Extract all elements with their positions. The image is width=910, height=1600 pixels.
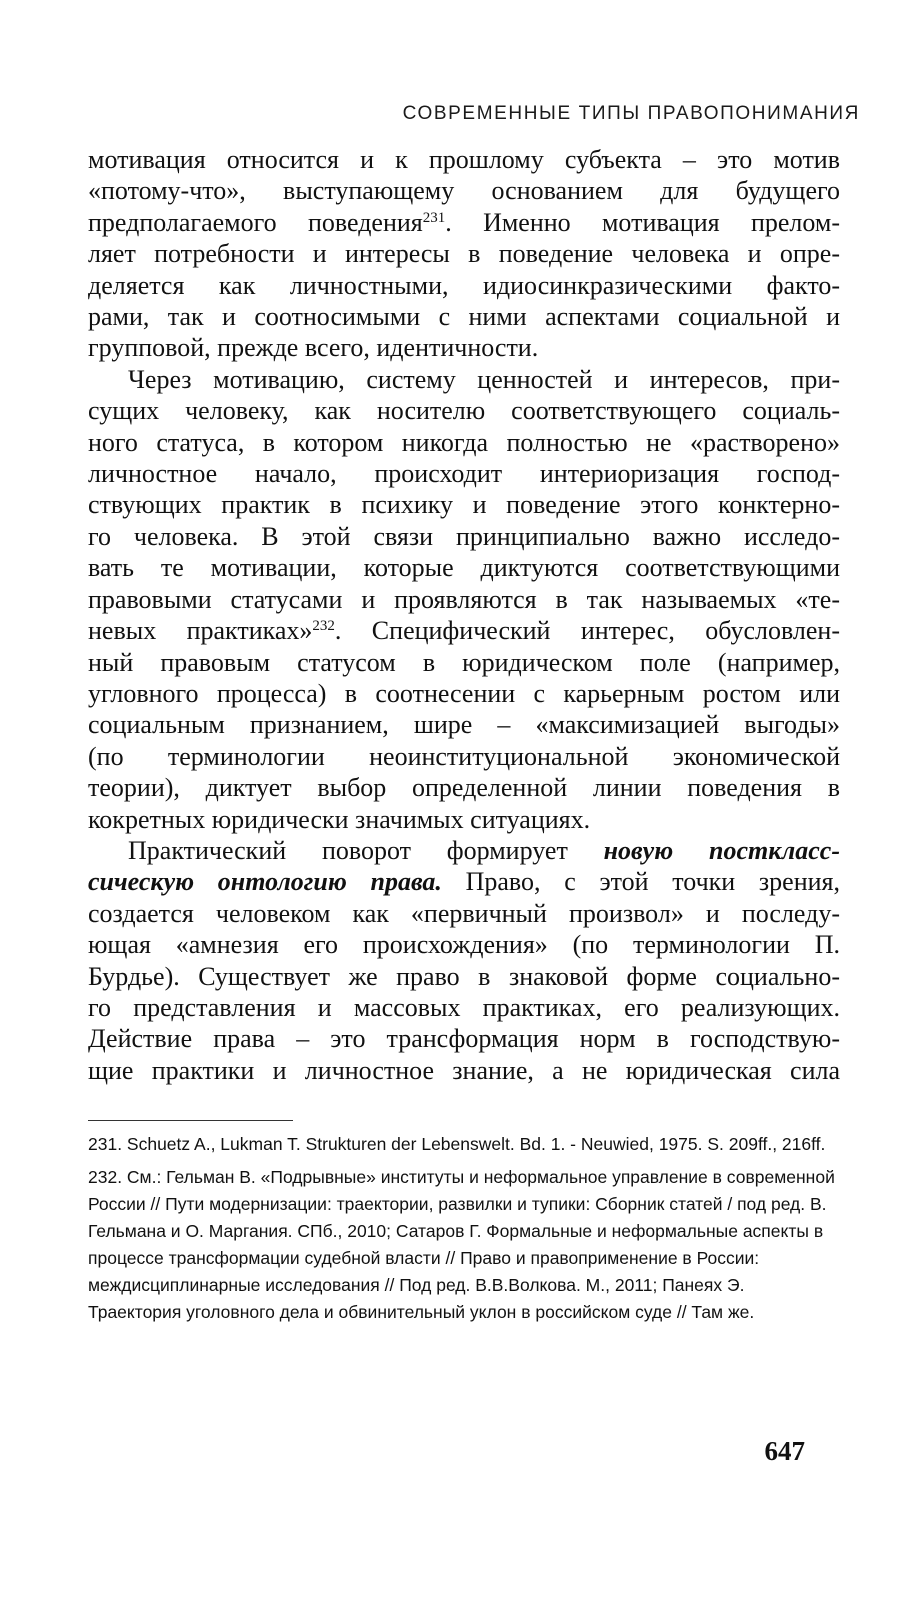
- text-line: создается человеком как «первичный произвол» и последу-: [88, 898, 840, 928]
- footnotes: [88, 1131, 840, 1332]
- text-line: вать те мотивации, которые диктуются соответствующими: [88, 553, 840, 583]
- text-line: мотивация относится и к прошлому субъекта – это мотив: [88, 145, 840, 174]
- text-span: . Именно мотивация прелом-: [445, 207, 840, 237]
- text-span: Право, с этой точки зрения,: [441, 867, 840, 897]
- text-line: ный правовым статусом в юридическом поле (например,: [88, 647, 840, 677]
- footnote-231: 231. Schuetz A., Lukman T. Strukturen der Lebenswelt. Bd. 1. - Neuwied, 1975. S. 209ff., 216ff.: [88, 1134, 826, 1154]
- text-line: групповой, прежде всего, идентичности.: [88, 333, 539, 363]
- footnote-232: 232. См.: Гельман В. «Подрывные» институты и неформальное управление в современной России // Пути модернизации: траектории, развилки и тупики: Сборник статей / под ред. В. Гельмана и О. Маргания. СПб., 2010; Сатаров Г. Формальные и неформальные аспекты в процессе трансформации судебной власти // Право и правоприменение в России: междисциплинарные исследования // Под ред. В.В.Волкова. М., 2011; Панеях Э. Траектория уголовного дела и обвинительный уклон в российском суде // Там же.: [88, 1167, 835, 1322]
- text-line: сущих человеку, как носителю соответствующего социаль-: [88, 396, 840, 426]
- text-line: ного статуса, в котором никогда полностью не «растворено»: [88, 427, 840, 457]
- text-line: го человека. В этой связи принципиально важно исследо-: [88, 521, 840, 551]
- text-line: социальным признанием, шире – «максимизацией выгоды»: [88, 710, 840, 740]
- paragraph-1: [88, 144, 840, 364]
- text-line: кокретных юридически значимых ситуациях.: [88, 804, 591, 834]
- text-line: правовыми статусами и проявляются в так называемых «те-: [88, 584, 840, 614]
- paragraph-3: [88, 835, 840, 1086]
- emphasized-term: новую посткласс-: [603, 835, 840, 865]
- footnote-ref-231[interactable]: 231: [422, 209, 446, 226]
- text-span: Практический поворот формирует: [128, 835, 604, 865]
- text-line: щие практики и личностное знание, а не юридическая сила: [88, 1055, 840, 1085]
- text-line: Бурдье). Существует же право в знаковой форме социально-: [88, 961, 840, 991]
- text-span: . Специфический интерес, обусловлен-: [334, 616, 840, 646]
- text-line: «потому-что», выступающему основанием для будущего: [88, 176, 840, 206]
- text-line: угловного процесса) в соотнесении с карьерным ростом или: [88, 678, 840, 708]
- text-line: теории), диктует выбор определенной линии поведения в: [88, 773, 840, 803]
- text-span: невых практиках»: [88, 616, 313, 646]
- text-line: Через мотивацию, систему ценностей и интересов, при-: [128, 364, 840, 394]
- paragraph-2: [88, 364, 840, 835]
- text-line: [88, 207, 840, 238]
- text-span: предполагаемого поведения: [88, 207, 423, 237]
- emphasized-term: сическую онтологию права.: [88, 867, 442, 897]
- text-line: [88, 615, 840, 646]
- text-line: [88, 835, 840, 866]
- text-line: ляет потребности и интересы в поведение человека и опре-: [88, 239, 840, 269]
- text-line: ствующих практик в психику и поведение этого конктерно-: [88, 490, 840, 520]
- text-line: го представления и массовых практиках, его реализующих.: [88, 992, 840, 1022]
- text-line: деляется как личностными, идиосинкразическими факто-: [88, 270, 840, 300]
- footnote-ref-232[interactable]: 232: [312, 618, 335, 635]
- body-text: [88, 144, 840, 1086]
- text-line: Действие права – это трансформация норм в господствую-: [88, 1024, 840, 1054]
- footnote-divider: [88, 1120, 293, 1121]
- text-line: [88, 866, 840, 897]
- text-line: ющая «амнезия его происхождения» (по терминологии П.: [88, 930, 840, 960]
- text-line: личностное начало, происходит интериоризация господ-: [88, 459, 840, 489]
- text-line: рами, так и соотносимыми с ними аспектами социальной и: [88, 302, 840, 332]
- page-number: 647: [764, 1436, 805, 1466]
- running-head: СОВРЕМЕННЫЕ ТИПЫ ПРАВОПОНИМАНИЯ: [402, 103, 860, 124]
- text-line: (по терминологии неоинституциональной экономической: [88, 741, 840, 771]
